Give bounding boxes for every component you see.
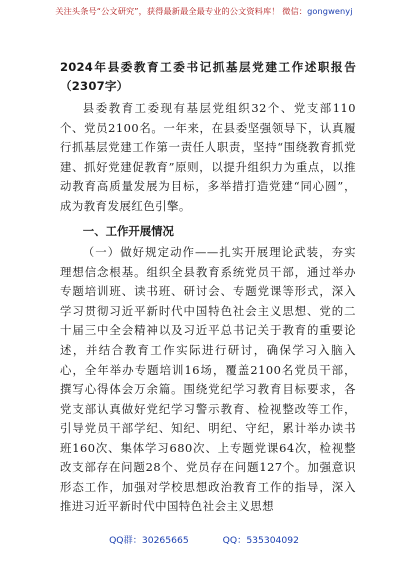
document-body — [60, 58, 356, 517]
section-heading: 一、工作开展情况 — [82, 224, 174, 239]
intro-paragraph: 县委教育工委现有基层党组织32个、党支部110个、党员2100名。一年来，在县委坚强领导下，认真履行抓基层党建工作第一责任人职责，坚持“围绕教育抓党建、抓好党建促教育”原则，以提升组织力为重点，以推动教育高质量发展为目标，多举措打造党建“同心圆”，成为教育发展红色引擎。 — [60, 101, 356, 213]
document-title: 2024年县委教育工委书记抓基层党建工作述职报告（2307字） — [60, 60, 356, 93]
header-banner-text: 关注头条号“公文研究”，获得最新最全最专业的公文资料库！ 微信： — [55, 6, 308, 16]
qq-group-link[interactable]: QQ群：30265665 — [109, 535, 189, 546]
qq-contact-link[interactable]: QQ：535304092 — [222, 535, 299, 546]
header-banner — [0, 6, 408, 17]
section-paragraph: （一）做好规定动作——扎实开展理论武装，夯实理想信念根基。组织全县教育系统党员干部，通过举办专题培训班、读书班、研讨会、专题党课等形式，深入学习贯彻习近平新时代中国特色社会主义思想、党的二十届三中全会精神以及习近平总书记关于教育的重要论述，并结合教育工作实际进行研讨，确保学习入脑入心，全年举办专题培训16场，覆盖2100名党员干部，撰写心得体会万余篇。围绕党纪学习教育目标要求，各党支部认真做好党纪学习警示教育、检视整改等工作，引导党员干部学纪、知纪、明纪、守纪，累计举办读书班160次、集体学习680次、上专题党课64次，检视整改支部存在问题28个、党员存在问题127个。加强意识形态工作，加强对学校思想政治教育工作的指导，深入推进习近平新时代中国特色社会主义思想 — [60, 245, 356, 514]
contact-footer — [0, 535, 408, 547]
wechat-id-link[interactable]: gongwenyj — [307, 6, 353, 16]
